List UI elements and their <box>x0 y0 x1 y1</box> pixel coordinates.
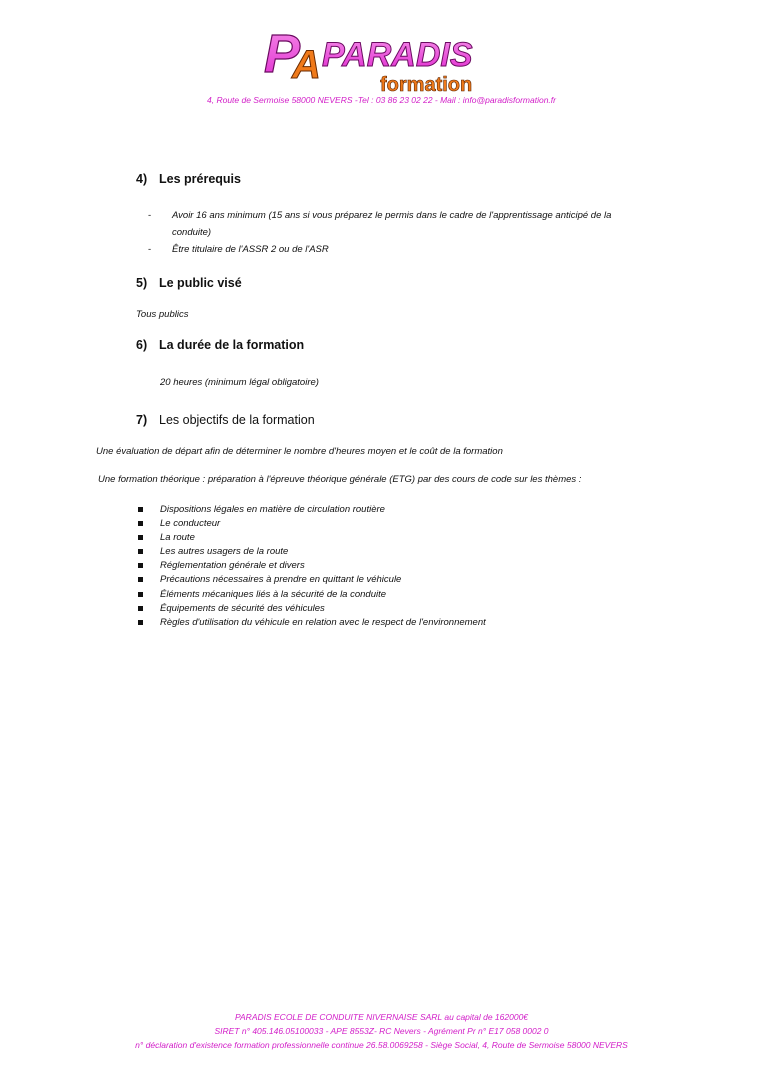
duree-text: 20 heures (minimum légal obligatoire) <box>160 377 319 388</box>
logo-brand: PARADIS <box>322 36 473 74</box>
prereq-item: Être titulaire de l'ASSR 2 ou de l'ASR <box>172 244 329 255</box>
square-bullet-icon <box>138 577 143 582</box>
square-bullet-icon <box>138 507 143 512</box>
header-address: 4, Route de Sermoise 58000 NEVERS -Tel : 03 86 23 02 22 - Mail : info@paradisformation.fr <box>207 95 556 105</box>
square-bullet-icon <box>138 535 143 540</box>
prereq-item: Avoir 16 ans minimum (15 ans si vous préparez le permis dans le cadre de l'apprentissage anticipé de la <box>172 210 612 221</box>
section-public-heading: 5) Le public visé <box>136 276 242 290</box>
section-duree-heading: 6) La durée de la formation <box>136 338 305 352</box>
dash-bullet: - <box>148 244 152 255</box>
square-bullet-icon <box>138 592 143 597</box>
list-item: Dispositions légales en matière de circulation routière <box>134 503 486 517</box>
list-item: Le conducteur <box>134 517 486 531</box>
section-prerequis-heading: 4) Les prérequis <box>136 172 241 186</box>
dash-bullet: - <box>148 210 152 221</box>
company-logo <box>262 22 507 96</box>
prereq-item-cont: conduite) <box>172 227 212 238</box>
logo-sub: formation <box>380 74 473 96</box>
footer-line-company: PARADIS ECOLE DE CONDUITE NIVERNAISE SARL au capital de 162000€ <box>234 1012 529 1022</box>
section-objectifs-heading: 7) Les objectifs de la formation <box>136 413 315 427</box>
list-item: Règles d'utilisation du véhicule en relation avec le respect de l'environnement <box>134 616 486 630</box>
square-bullet-icon <box>138 521 143 526</box>
themes-list <box>134 503 486 630</box>
list-item: Précautions nécessaires à prendre en quittant le véhicule <box>134 573 486 587</box>
svg-text:P: P <box>264 24 301 84</box>
list-item: Les autres usagers de la route <box>134 545 486 559</box>
objectifs-intro-theorique: Une formation théorique : préparation à l'épreuve théorique générale (ETG) par des cours de code sur les thèmes : <box>98 474 582 485</box>
square-bullet-icon <box>138 606 143 611</box>
square-bullet-icon <box>138 563 143 568</box>
list-item: La route <box>134 531 486 545</box>
footer-line-declaration: n° déclaration d'existence formation professionnelle continue 26.58.0069258 - Siège Social, 4, Route de Sermoise 58000 NEVERS <box>135 1040 628 1050</box>
list-item: Réglementation générale et divers <box>134 559 486 573</box>
footer-line-siret: SIRET n° 405.146.05100033 - APE 8553Z- RC Nevers - Agrément Pr n° E17 058 0002 0 <box>214 1026 549 1036</box>
list-item: Éléments mécaniques liés à la sécurité de la conduite <box>134 588 486 602</box>
square-bullet-icon <box>138 549 143 554</box>
square-bullet-icon <box>138 620 143 625</box>
objectifs-intro-evaluation: Une évaluation de départ afin de déterminer le nombre d'heures moyen et le coût de la formation <box>96 446 503 457</box>
public-text: Tous publics <box>136 309 189 320</box>
svg-text:A: A <box>292 43 321 87</box>
list-item: Équipements de sécurité des véhicules <box>134 602 486 616</box>
